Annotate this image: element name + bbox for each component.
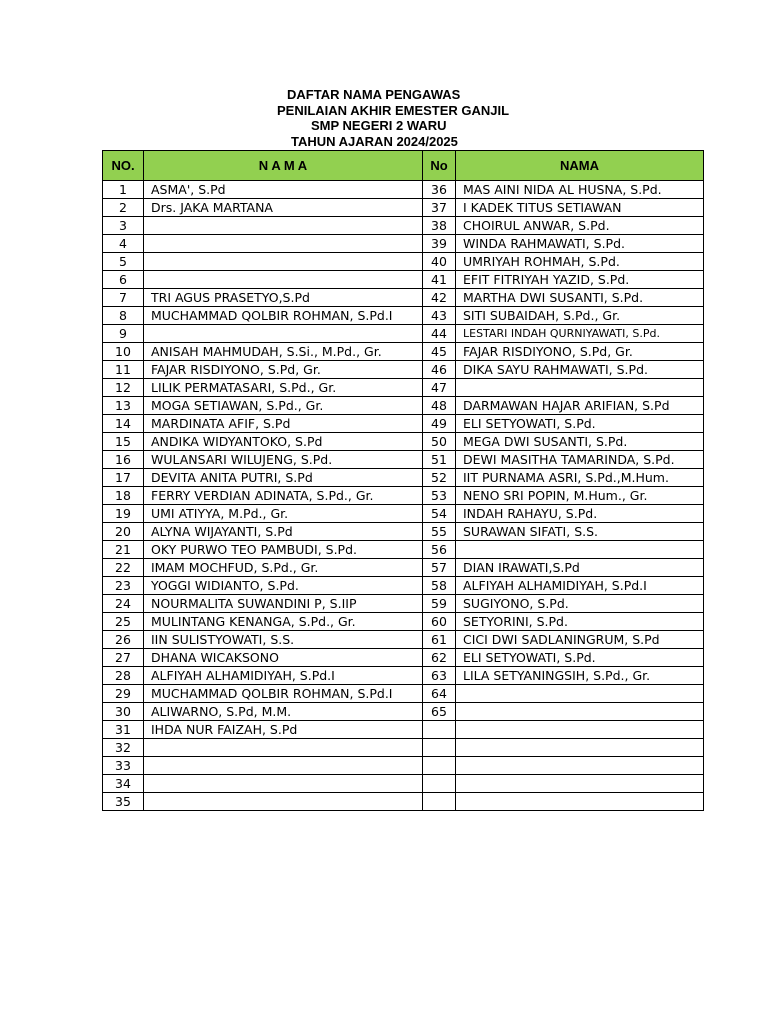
row-name-right: NENO SRI POPIN, M.Hum., Gr. [456,487,704,505]
row-name-right: MAS AINI NIDA AL HUSNA, S.Pd. [456,181,704,199]
row-name-left [144,793,423,811]
row-name-right [456,739,704,757]
row-number-right: 64 [423,685,456,703]
row-number-right: 61 [423,631,456,649]
row-name-right: ELI SETYOWATI, S.Pd. [456,415,704,433]
table-row [103,397,704,415]
row-name-right: EFIT FITRIYAH YAZID, S.Pd. [456,271,704,289]
row-name-left [144,271,423,289]
row-number-left: 3 [103,217,144,235]
row-name-right: INDAH RAHAYU, S.Pd. [456,505,704,523]
table-body [103,181,704,811]
row-name-left: ASMA', S.Pd [144,181,423,199]
row-name-left: MUCHAMMAD QOLBIR ROHMAN, S.Pd.I [144,685,423,703]
row-name-right [456,379,704,397]
row-name-right: SURAWAN SIFATI, S.S. [456,523,704,541]
table-row [103,595,704,613]
row-name-right: I KADEK TITUS SETIAWAN [456,199,704,217]
table-row [103,631,704,649]
row-name-left: ALFIYAH ALHAMIDIYAH, S.Pd.I [144,667,423,685]
row-number-left: 25 [103,613,144,631]
row-name-left [144,235,423,253]
table-row [103,505,704,523]
row-number-right: 43 [423,307,456,325]
row-number-left: 18 [103,487,144,505]
row-name-left: UMI ATIYYA, M.Pd., Gr. [144,505,423,523]
row-number-right: 47 [423,379,456,397]
title-line-3: SMP NEGERI 2 WARU [311,118,447,133]
table-row [103,433,704,451]
row-name-right: LESTARI INDAH QURNIYAWATI, S.Pd. [456,325,704,343]
row-name-left [144,325,423,343]
row-name-right [456,757,704,775]
row-name-right [456,775,704,793]
table-row [103,271,704,289]
row-name-right: ALFIYAH ALHAMIDIYAH, S.Pd.I [456,577,704,595]
table-row [103,325,704,343]
row-number-right: 56 [423,541,456,559]
row-name-right [456,793,704,811]
row-number-left: 16 [103,451,144,469]
row-number-right: 39 [423,235,456,253]
row-name-right [456,721,704,739]
row-name-right: MARTHA DWI SUSANTI, S.Pd. [456,289,704,307]
row-name-left: WULANSARI WILUJENG, S.Pd. [144,451,423,469]
supervisor-table [102,150,704,811]
row-number-left: 12 [103,379,144,397]
row-number-right: 45 [423,343,456,361]
table-row [103,703,704,721]
document-title [0,87,768,149]
row-name-right: DIAN IRAWATI,S.Pd [456,559,704,577]
row-name-right: SETYORINI, S.Pd. [456,613,704,631]
row-number-left: 5 [103,253,144,271]
row-name-left: MULINTANG KENANGA, S.Pd., Gr. [144,613,423,631]
row-number-right: 50 [423,433,456,451]
table-row [103,667,704,685]
row-name-left [144,757,423,775]
row-name-left [144,739,423,757]
table-row [103,181,704,199]
row-name-left: MOGA SETIAWAN, S.Pd., Gr. [144,397,423,415]
row-name-left: Drs. JAKA MARTANA [144,199,423,217]
row-number-right: 49 [423,415,456,433]
row-name-right [456,703,704,721]
row-number-left: 10 [103,343,144,361]
column-header-no-right: No [423,151,456,181]
row-number-left: 22 [103,559,144,577]
row-number-right [423,739,456,757]
table-row [103,613,704,631]
row-name-left: IMAM MOCHFUD, S.Pd., Gr. [144,559,423,577]
row-number-left: 33 [103,757,144,775]
row-name-right: DARMAWAN HAJAR ARIFIAN, S.Pd [456,397,704,415]
row-number-right [423,775,456,793]
row-number-left: 23 [103,577,144,595]
table-row [103,253,704,271]
column-header-name-left: N A M A [144,151,423,181]
row-number-right: 48 [423,397,456,415]
table-row [103,451,704,469]
row-number-right: 60 [423,613,456,631]
row-name-left: ANISAH MAHMUDAH, S.Si., M.Pd., Gr. [144,343,423,361]
row-name-left: FERRY VERDIAN ADINATA, S.Pd., Gr. [144,487,423,505]
row-number-right: 63 [423,667,456,685]
row-name-left: TRI AGUS PRASETYO,S.Pd [144,289,423,307]
row-number-left: 7 [103,289,144,307]
row-number-right: 51 [423,451,456,469]
table-row [103,541,704,559]
row-name-right: DIKA SAYU RAHMAWATI, S.Pd. [456,361,704,379]
row-name-right: SUGIYONO, S.Pd. [456,595,704,613]
row-number-right: 62 [423,649,456,667]
row-number-left: 35 [103,793,144,811]
row-name-left: DEVITA ANITA PUTRI, S.Pd [144,469,423,487]
table-row [103,289,704,307]
row-name-right: IIT PURNAMA ASRI, S.Pd.,M.Hum. [456,469,704,487]
row-name-right: MEGA DWI SUSANTI, S.Pd. [456,433,704,451]
row-name-right: LILA SETYANINGSIH, S.Pd., Gr. [456,667,704,685]
table-row [103,235,704,253]
row-number-right: 40 [423,253,456,271]
row-name-right: CHOIRUL ANWAR, S.Pd. [456,217,704,235]
row-number-left: 29 [103,685,144,703]
row-number-left: 19 [103,505,144,523]
row-number-left: 20 [103,523,144,541]
row-number-right: 55 [423,523,456,541]
row-number-left: 2 [103,199,144,217]
table-row [103,415,704,433]
table-row [103,685,704,703]
table-row [103,793,704,811]
table-row [103,361,704,379]
row-name-right: FAJAR RISDIYONO, S.Pd, Gr. [456,343,704,361]
row-number-right [423,757,456,775]
row-number-left: 28 [103,667,144,685]
row-name-left: IHDA NUR FAIZAH, S.Pd [144,721,423,739]
row-number-right: 36 [423,181,456,199]
row-number-left: 11 [103,361,144,379]
table-row [103,469,704,487]
row-name-left: ALYNA WIJAYANTI, S.Pd [144,523,423,541]
row-name-left: NOURMALITA SUWANDINI P, S.IIP [144,595,423,613]
row-number-right: 46 [423,361,456,379]
row-number-left: 17 [103,469,144,487]
row-name-left [144,775,423,793]
table-row [103,559,704,577]
row-number-left: 1 [103,181,144,199]
row-name-left: MARDINATA AFIF, S.Pd [144,415,423,433]
row-number-right: 59 [423,595,456,613]
table-row [103,523,704,541]
row-number-right: 37 [423,199,456,217]
row-name-right [456,685,704,703]
row-number-left: 9 [103,325,144,343]
row-number-right [423,721,456,739]
row-name-right: WINDA RAHMAWATI, S.Pd. [456,235,704,253]
row-name-right: DEWI MASITHA TAMARINDA, S.Pd. [456,451,704,469]
row-name-left [144,253,423,271]
table-row [103,757,704,775]
row-number-right: 58 [423,577,456,595]
row-number-right: 53 [423,487,456,505]
table-header-row [103,151,704,181]
row-number-left: 31 [103,721,144,739]
row-name-right: ELI SETYOWATI, S.Pd. [456,649,704,667]
title-line-1: DAFTAR NAMA PENGAWAS [287,87,461,102]
row-number-left: 26 [103,631,144,649]
table-row [103,307,704,325]
row-name-left: DHANA WICAKSONO [144,649,423,667]
table-row [103,379,704,397]
row-number-right [423,793,456,811]
row-number-left: 30 [103,703,144,721]
row-number-left: 34 [103,775,144,793]
row-name-left [144,217,423,235]
row-number-right: 42 [423,289,456,307]
column-header-name-right: NAMA [456,151,704,181]
row-number-left: 4 [103,235,144,253]
row-number-left: 6 [103,271,144,289]
row-name-left: ANDIKA WIDYANTOKO, S.Pd [144,433,423,451]
row-name-left: LILIK PERMATASARI, S.Pd., Gr. [144,379,423,397]
row-name-left: MUCHAMMAD QOLBIR ROHMAN, S.Pd.I [144,307,423,325]
table-row [103,577,704,595]
row-number-left: 8 [103,307,144,325]
row-name-right [456,541,704,559]
row-name-right: SITI SUBAIDAH, S.Pd., Gr. [456,307,704,325]
row-name-left: IIN SULISTYOWATI, S.S. [144,631,423,649]
row-name-right: CICI DWI SADLANINGRUM, S.Pd [456,631,704,649]
row-number-left: 13 [103,397,144,415]
row-name-left: ALIWARNO, S.Pd, M.M. [144,703,423,721]
row-number-left: 24 [103,595,144,613]
row-name-right: UMRIYAH ROHMAH, S.Pd. [456,253,704,271]
table-row [103,343,704,361]
row-name-left: FAJAR RISDIYONO, S.Pd, Gr. [144,361,423,379]
table-row [103,649,704,667]
row-number-right: 65 [423,703,456,721]
row-name-left: OKY PURWO TEO PAMBUDI, S.Pd. [144,541,423,559]
title-line-4: TAHUN AJARAN 2024/2025 [291,133,458,149]
row-number-left: 32 [103,739,144,757]
title-line-2: PENILAIAN AKHIR EMESTER GANJIL [277,102,510,118]
row-number-right: 38 [423,217,456,235]
table-row [103,199,704,217]
table-row [103,775,704,793]
row-number-left: 14 [103,415,144,433]
table-row [103,217,704,235]
row-number-right: 44 [423,325,456,343]
table-row [103,739,704,757]
table-row [103,487,704,505]
row-number-left: 21 [103,541,144,559]
row-name-left: YOGGI WIDIANTO, S.Pd. [144,577,423,595]
row-number-left: 27 [103,649,144,667]
row-number-right: 54 [423,505,456,523]
row-number-left: 15 [103,433,144,451]
row-number-right: 52 [423,469,456,487]
row-number-right: 57 [423,559,456,577]
table-row [103,721,704,739]
column-header-no-left: NO. [103,151,144,181]
row-number-right: 41 [423,271,456,289]
